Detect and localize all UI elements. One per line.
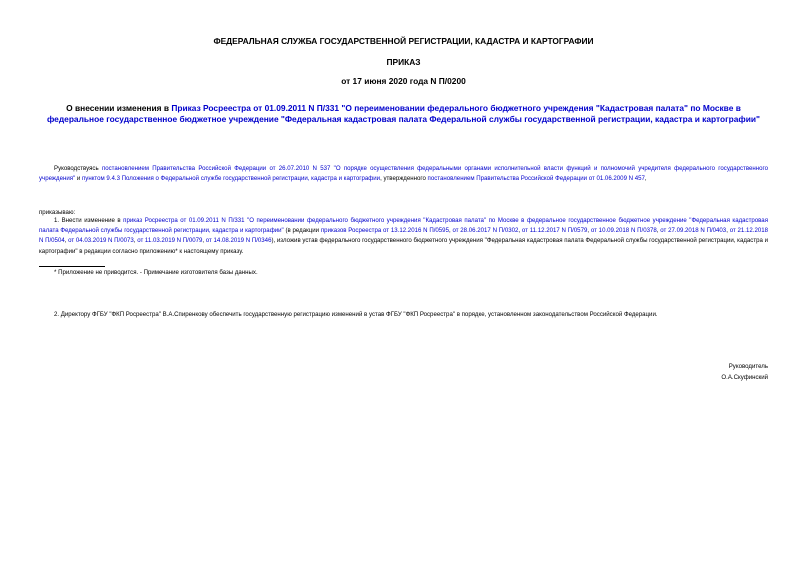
item-text: , [448,227,453,235]
agency-name: ФЕДЕРАЛЬНАЯ СЛУЖБА ГОСУДАРСТВЕННОЙ РЕГИСТРАЦИИ, КАДАСТРА И КАРТОГРАФИИ [213,36,594,46]
item-2-paragraph [39,310,768,320]
item-text: , [587,227,591,235]
item-1-paragraph [39,216,768,257]
preamble-paragraph [39,164,768,184]
item-link-order-0346[interactable]: от 14.08.2019 N П/0346 [205,237,272,245]
item-text: , [726,227,730,235]
item-text: , [656,227,661,235]
preamble-link-clause-943[interactable]: пунктом 9.4.3 Положения о Федеральной службе государственной регистрации, кадастра и картографии [81,175,381,183]
item-link-order-0073[interactable]: от 04.03.2019 N П/0073 [68,237,134,245]
signature-block [721,362,768,383]
item-link-order-0403[interactable]: от 27.09.2018 N П/0403 [660,227,727,235]
preamble-text: , утвержденного [380,175,428,183]
item-link-order-331[interactable]: приказ Росреестра от 01.09.2011 N П/331 "О переименовании федерального бюджетного учреждения "Кадастровая палата" по Москве в федеральное государственное бюджетное учреждение "Федеральная кадастровая палата Федеральной службы государственной регистрации, кадастра и картографии" [39,217,768,235]
item-link-order-0079[interactable]: от 11.03.2019 N П/0079 [137,237,203,245]
headline-prefix: О внесении изменения в [66,103,172,113]
preamble-text: , [644,175,647,183]
footnote-divider [39,266,105,267]
item-link-order-0302[interactable]: от 28.06.2017 N П/0302 [452,227,519,235]
item-text: (в редакции [283,227,321,235]
document-date-number: от 17 июня 2020 года N П/0200 [341,76,466,86]
item-text: , [64,237,69,245]
preamble-text: и [75,175,82,183]
signer-title: Руководитель [728,363,768,370]
item-text: , [202,237,206,245]
item-text: 1. Внести изменение в [54,217,124,224]
preamble-link-resolution-537[interactable]: постановлением Правительства Российской Федерации от 26.07.2010 N 537 "О порядке осуществления федеральными органами исполнительной власти функций и полномочий учредителя федерального государственного учреждения" [39,165,768,183]
item-link-order-0504[interactable]: от 21.12.2018 N П/0504 [39,227,769,245]
document-type: ПРИКАЗ [386,57,421,67]
document-headline [40,103,767,125]
item-link-order-0579[interactable]: от 11.12.2017 N П/0579 [521,227,588,235]
headline-link[interactable]: Приказ Росреестра от 01.09.2011 N П/331 "О переименовании федерального бюджетного учреждения "Кадастровая палата" по Москве в федеральное государственное бюджетное учреждение "Федеральная кадастровая палата Федеральной службы государственной регистрации, кадастра и картографии" [46,103,761,124]
item-2-text: 2. Директору ФГБУ "ФКП Росреестра" В.А.Спиренкову обеспечить государственную регистрацию изменений в устав ФГБУ "ФКП Росреестра" в порядке, установленном законодательством Российской Федерации. [54,311,658,318]
item-text: , [518,227,522,235]
order-word: приказываю: [39,209,76,216]
item-text: , [133,237,138,245]
preamble-link-resolution-457[interactable]: постановлением Правительства Российской Федерации от 01.06.2009 N 457 [427,175,645,183]
footnote: * Приложение не приводится. - Примечание изготовителя базы данных. [54,269,258,276]
item-text: ), изложив устав федерального государственного бюджетного учреждения "Федеральная кадастровая палата Федеральной службы государственной регистрации, кадастра и картографии" в редакции согласно приложению* к настоящему приказу. [39,237,769,255]
item-link-order-0378[interactable]: от 10.09.2018 N П/0378 [590,227,657,235]
preamble-text: Руководствуясь [54,165,102,172]
item-link-order-0595[interactable]: приказов Росреестра от 13.12.2016 N П/0595 [320,227,449,235]
signer-name: О.А.Скуфинский [721,373,768,381]
